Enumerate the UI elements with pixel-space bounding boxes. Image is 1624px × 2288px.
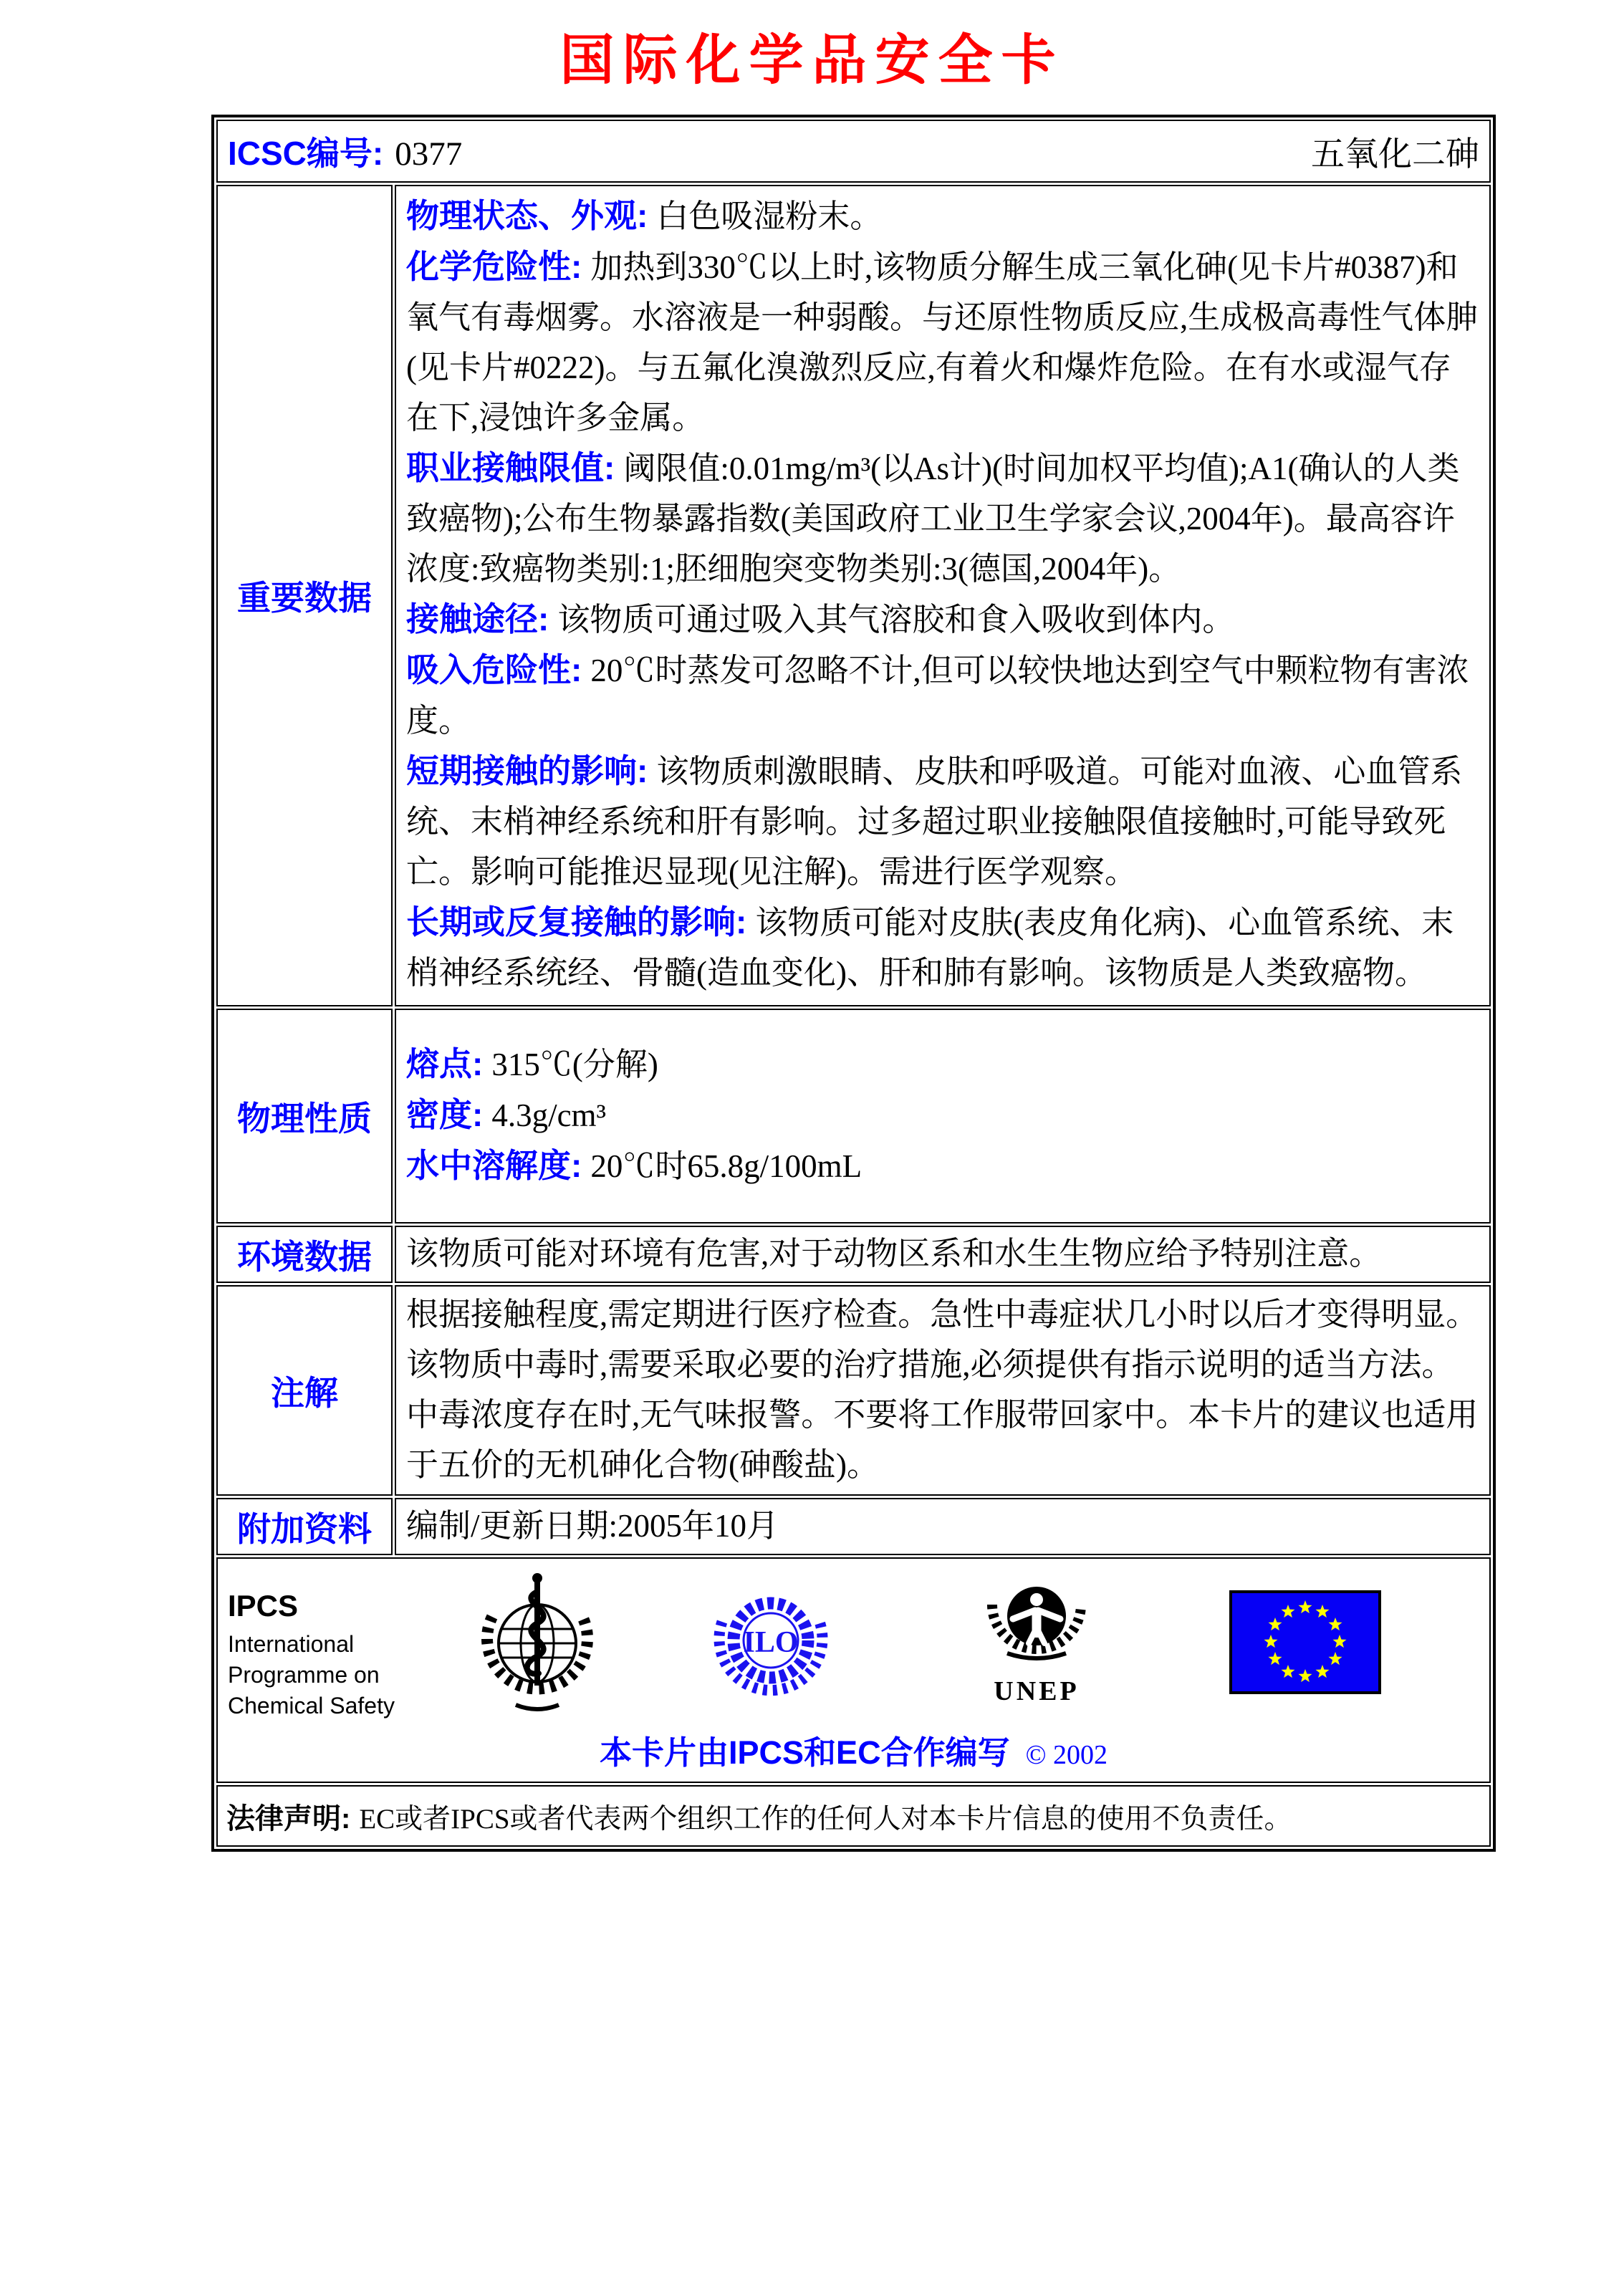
- field-melting-point: [406, 1039, 1479, 1090]
- field-inhalation-risk: [406, 645, 1479, 746]
- field-physical-state: [406, 191, 1479, 241]
- field-value: 编制/更新日期:2005年10月: [406, 1508, 779, 1544]
- notes-row: [216, 1285, 1491, 1496]
- chemical-name: 五氧化二砷: [1311, 135, 1479, 173]
- field-label: 熔点:: [406, 1044, 484, 1082]
- field-value: 白色吸湿粉末。: [656, 198, 883, 234]
- field-label: 化学危险性:: [406, 248, 582, 285]
- field-long-term-effects: [406, 897, 1479, 998]
- physical-properties-row: [216, 1009, 1491, 1224]
- field-update-date: [406, 1501, 1479, 1551]
- field-value: 315℃(分解): [491, 1046, 658, 1082]
- field-value: 该物质刺激眼睛、皮肤和呼吸道。可能对血液、心血管系统、末梢神经系统和肝有影响。过多超过职业接触限值接触时,可能导致死亡。影响可能推迟显现(见注解)。需进行医学观察。: [406, 754, 1463, 890]
- field-label: 短期接触的影响:: [406, 752, 648, 789]
- field-label: 吸入危险性:: [406, 651, 582, 688]
- field-environmental-text: [406, 1229, 1479, 1279]
- ilo-logo-icon: [708, 1577, 835, 1709]
- section-label-physical-properties: 物理性质: [216, 1009, 393, 1224]
- unep-logo: [976, 1572, 1097, 1707]
- ipcs-subtitle-line: Chemical Safety: [228, 1693, 395, 1719]
- field-short-term-effects: [406, 746, 1479, 897]
- field-label: 接触途径:: [406, 600, 549, 638]
- section-label-additional-info: 附加资料: [216, 1498, 393, 1555]
- legal-cell: [216, 1785, 1491, 1847]
- legal-label: 法律声明:: [226, 1802, 351, 1835]
- additional-info-row: [216, 1498, 1491, 1555]
- field-value: 阈限值:0.01mg/m³(以As计)(时间加权平均值);A1(确认的人类致癌物);公布生物暴露指数(美国政府工业卫生学家会议,2004年)。最高容许浓度:致癌物类别:1;胚细胞突变物类别:3(德国,2004年)。: [406, 451, 1460, 587]
- ipcs-logo-text: [228, 1589, 395, 1721]
- credit-line: [226, 1726, 1481, 1773]
- ipcs-title: IPCS: [228, 1589, 299, 1623]
- field-water-solubility: [406, 1140, 1479, 1191]
- field-value: 4.3g/cm³: [491, 1097, 607, 1133]
- legal-text: EC或者IPCS或者代表两个组织工作的任何人对本卡片信息的使用不负责任。: [359, 1803, 1292, 1835]
- field-routes-of-exposure: [406, 594, 1479, 645]
- eu-flag-icon: [1229, 1590, 1381, 1694]
- header-cell: [216, 120, 1491, 183]
- field-value: 20℃时蒸发可忽略不计,但可以较快地达到空气中颗粒物有害浓度。: [406, 653, 1469, 739]
- unep-label: UNEP: [994, 1676, 1080, 1706]
- field-label: 密度:: [406, 1095, 484, 1133]
- environmental-data-content: [395, 1226, 1491, 1283]
- section-label-important-data: 重要数据: [216, 185, 393, 1006]
- ilo-label: ILO: [743, 1626, 799, 1659]
- important-data-row: [216, 185, 1491, 1006]
- environmental-data-row: [216, 1226, 1491, 1283]
- field-value: 该物质可通过吸入其气溶胶和食入吸收到体内。: [557, 602, 1235, 638]
- logos-strip: [226, 1572, 1481, 1719]
- field-value: 20℃时65.8g/100mL: [590, 1148, 863, 1184]
- field-label: 水中溶解度:: [406, 1146, 582, 1184]
- icsc-number-group: [228, 128, 462, 175]
- icsc-number-label: ICSC编号:: [228, 135, 384, 172]
- field-label: 物理状态、外观:: [406, 197, 648, 234]
- field-occupational-exposure-limits: [406, 443, 1479, 594]
- copyright-text: © 2002: [1025, 1740, 1108, 1770]
- notes-content: [395, 1285, 1491, 1496]
- field-value: 该物质可能对环境有危害,对于动物区系和水生生物应给予特别注意。: [406, 1236, 1382, 1272]
- ipcs-subtitle-line: International: [228, 1631, 355, 1657]
- icsc-number-value: 0377: [395, 135, 463, 173]
- ipcs-subtitle-line: Programme on: [228, 1662, 380, 1688]
- logos-cell: [216, 1557, 1491, 1783]
- logos-row: [216, 1557, 1491, 1783]
- section-label-environmental-data: 环境数据: [216, 1226, 393, 1283]
- header-row: [216, 120, 1491, 183]
- credit-text: 本卡片由IPCS和EC合作编写: [600, 1734, 1010, 1771]
- important-data-content: [395, 185, 1491, 1006]
- physical-properties-content: [395, 1009, 1491, 1224]
- field-notes-text: [406, 1289, 1479, 1490]
- who-logo-icon: [474, 1572, 600, 1715]
- field-chemical-dangers: [406, 241, 1479, 443]
- field-value: 根据接触程度,需定期进行医疗检查。急性中毒症状几小时以后才变得明显。该物质中毒时,需要采取必要的治疗措施,必须提供有指示说明的适当方法。中毒浓度存在时,无气味报警。不要将工作服带回家中。本卡片的建议也适用于五价的无机砷化合物(砷酸盐)。: [406, 1297, 1479, 1483]
- additional-info-content: [395, 1498, 1491, 1555]
- field-label: 职业接触限值:: [406, 449, 615, 486]
- legal-row: [216, 1785, 1491, 1847]
- icsc-table: [211, 115, 1496, 1852]
- field-density: [406, 1090, 1479, 1140]
- page-title: 国际化学品安全卡: [559, 30, 1065, 91]
- unep-logo-icon: [976, 1572, 1097, 1672]
- section-label-notes: 注解: [216, 1285, 393, 1496]
- field-value: 该物质可能对皮肤(表皮角化病)、心血管系统、末梢神经系统经、骨髓(造血变化)、肝和肺有影响。该物质是人类致癌物。: [406, 905, 1454, 991]
- field-label: 长期或反复接触的影响:: [406, 903, 747, 941]
- field-value: 加热到330℃以上时,该物质分解生成三氧化砷(见卡片#0387)和氧气有毒烟雾。水溶液是一种弱酸。与还原性物质反应,生成极高毒性气体胂(见卡片#0222)。与五氟化溴激烈反应,有着火和爆炸危险。在有水或湿气存在下,浸蚀许多金属。: [406, 249, 1479, 436]
